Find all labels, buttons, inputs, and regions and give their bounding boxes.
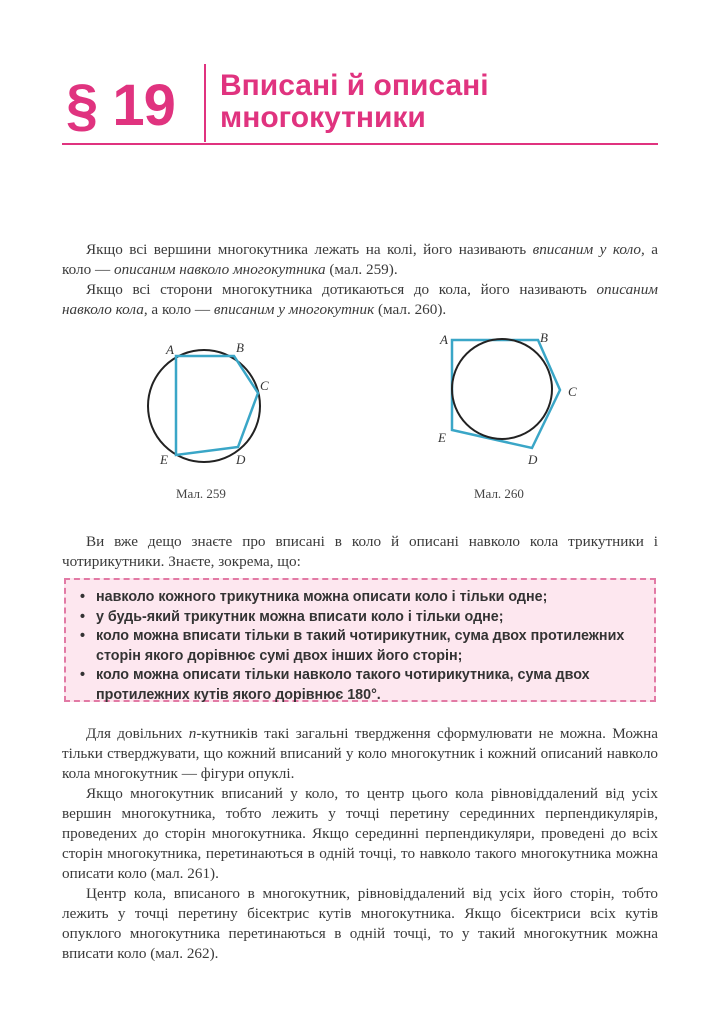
paragraph-inscribed-definition: Якщо всі вершини многокутника лежать на колі, його називають вписаним у коло, а коло — описаним навколо многокутника (мал. 259). bbox=[62, 241, 658, 278]
label-d: D bbox=[236, 452, 246, 467]
inscribed-pentagon bbox=[176, 356, 258, 455]
label-e: E bbox=[160, 452, 168, 467]
circle-259 bbox=[148, 350, 260, 462]
section-header bbox=[62, 64, 658, 146]
circumscribed-pentagon bbox=[452, 340, 560, 448]
paragraph-circumscribed-definition: Якщо всі сторони многокутника дотикаються до кола, його називають описаним навколо кола, а коло — вписаним у многокутник (мал. 260). bbox=[62, 281, 658, 318]
intro-text bbox=[62, 240, 658, 320]
paragraph-circumcenter: Якщо многокутник вписаний у коло, то центр цього кола рівновіддалений від усіх вершин многокутника, тобто лежить у точці перетину серединних перпендикулярів, проведених до сторін многокутника. Якщо серединні перпендикуляри, проведені до всіх сторін многокутника, перетинаються в одній точці, то навколо такого многокутника можна описати коло (мал. 261). bbox=[62, 785, 658, 882]
caption-260: Мал. 260 bbox=[474, 486, 524, 501]
label-a: A bbox=[166, 342, 174, 357]
caption-259: Мал. 259 bbox=[176, 486, 226, 501]
label-b: B bbox=[236, 340, 244, 355]
facts-list bbox=[66, 580, 654, 705]
middle-text bbox=[62, 532, 658, 572]
label-a: A bbox=[440, 332, 448, 347]
label-d: D bbox=[528, 452, 538, 467]
closing-text bbox=[62, 724, 658, 964]
title-line-2: многокутники bbox=[220, 101, 426, 134]
fact-item: • навколо кожного трикутника можна описати коло і тільки одне; bbox=[96, 588, 638, 608]
circle-260 bbox=[452, 339, 552, 439]
label-e: E bbox=[438, 430, 446, 445]
paragraph-known-facts: Ви вже дещо знаєте про вписані в коло й описані навколо кола трикутники і чотирикутники. Знаєте, зокрема, що: bbox=[62, 533, 658, 570]
paragraph-incenter: Центр кола, вписаного в многокутник, рівновіддалений від усіх його сторін, тобто лежить у точці перетину бісектрис кутів многокутника. Якщо бісектриси всіх кутів опуклого многокутника перетинаються в одній точці, то у такий многокутник можна вписати коло (мал. 262). bbox=[62, 885, 658, 962]
section-number: § 19 bbox=[66, 73, 175, 138]
header-underline bbox=[62, 143, 658, 145]
fact-item: • у будь-який трикутник можна вписати коло і тільки одне; bbox=[96, 608, 638, 628]
label-b: B bbox=[540, 330, 548, 345]
fact-item: • коло можна вписати тільки в такий чотирикутник, сума двох протилежних сторін якого дорівнює сумі двох інших його сторін; bbox=[96, 627, 638, 666]
fact-item: • коло можна описати тільки навколо такого чотирикутника, сума двох протилежних кутів якого дорівнює 180°. bbox=[96, 666, 638, 705]
figure-259 bbox=[140, 334, 290, 474]
figure-260 bbox=[430, 328, 590, 473]
label-c: C bbox=[568, 384, 577, 399]
section-title bbox=[220, 70, 489, 134]
paragraph-n-gons: Для довільних n-кутників такі загальні твердження сформулювати не можна. Можна тільки стверджувати, що кожний вписаний у коло многокутник і кожний описаний навколо кола многокутник — фігури опуклі. bbox=[62, 725, 658, 782]
title-line-1: Вписані й описані bbox=[220, 69, 489, 102]
facts-box bbox=[64, 578, 656, 702]
label-c: C bbox=[260, 378, 269, 393]
header-divider bbox=[204, 64, 206, 142]
